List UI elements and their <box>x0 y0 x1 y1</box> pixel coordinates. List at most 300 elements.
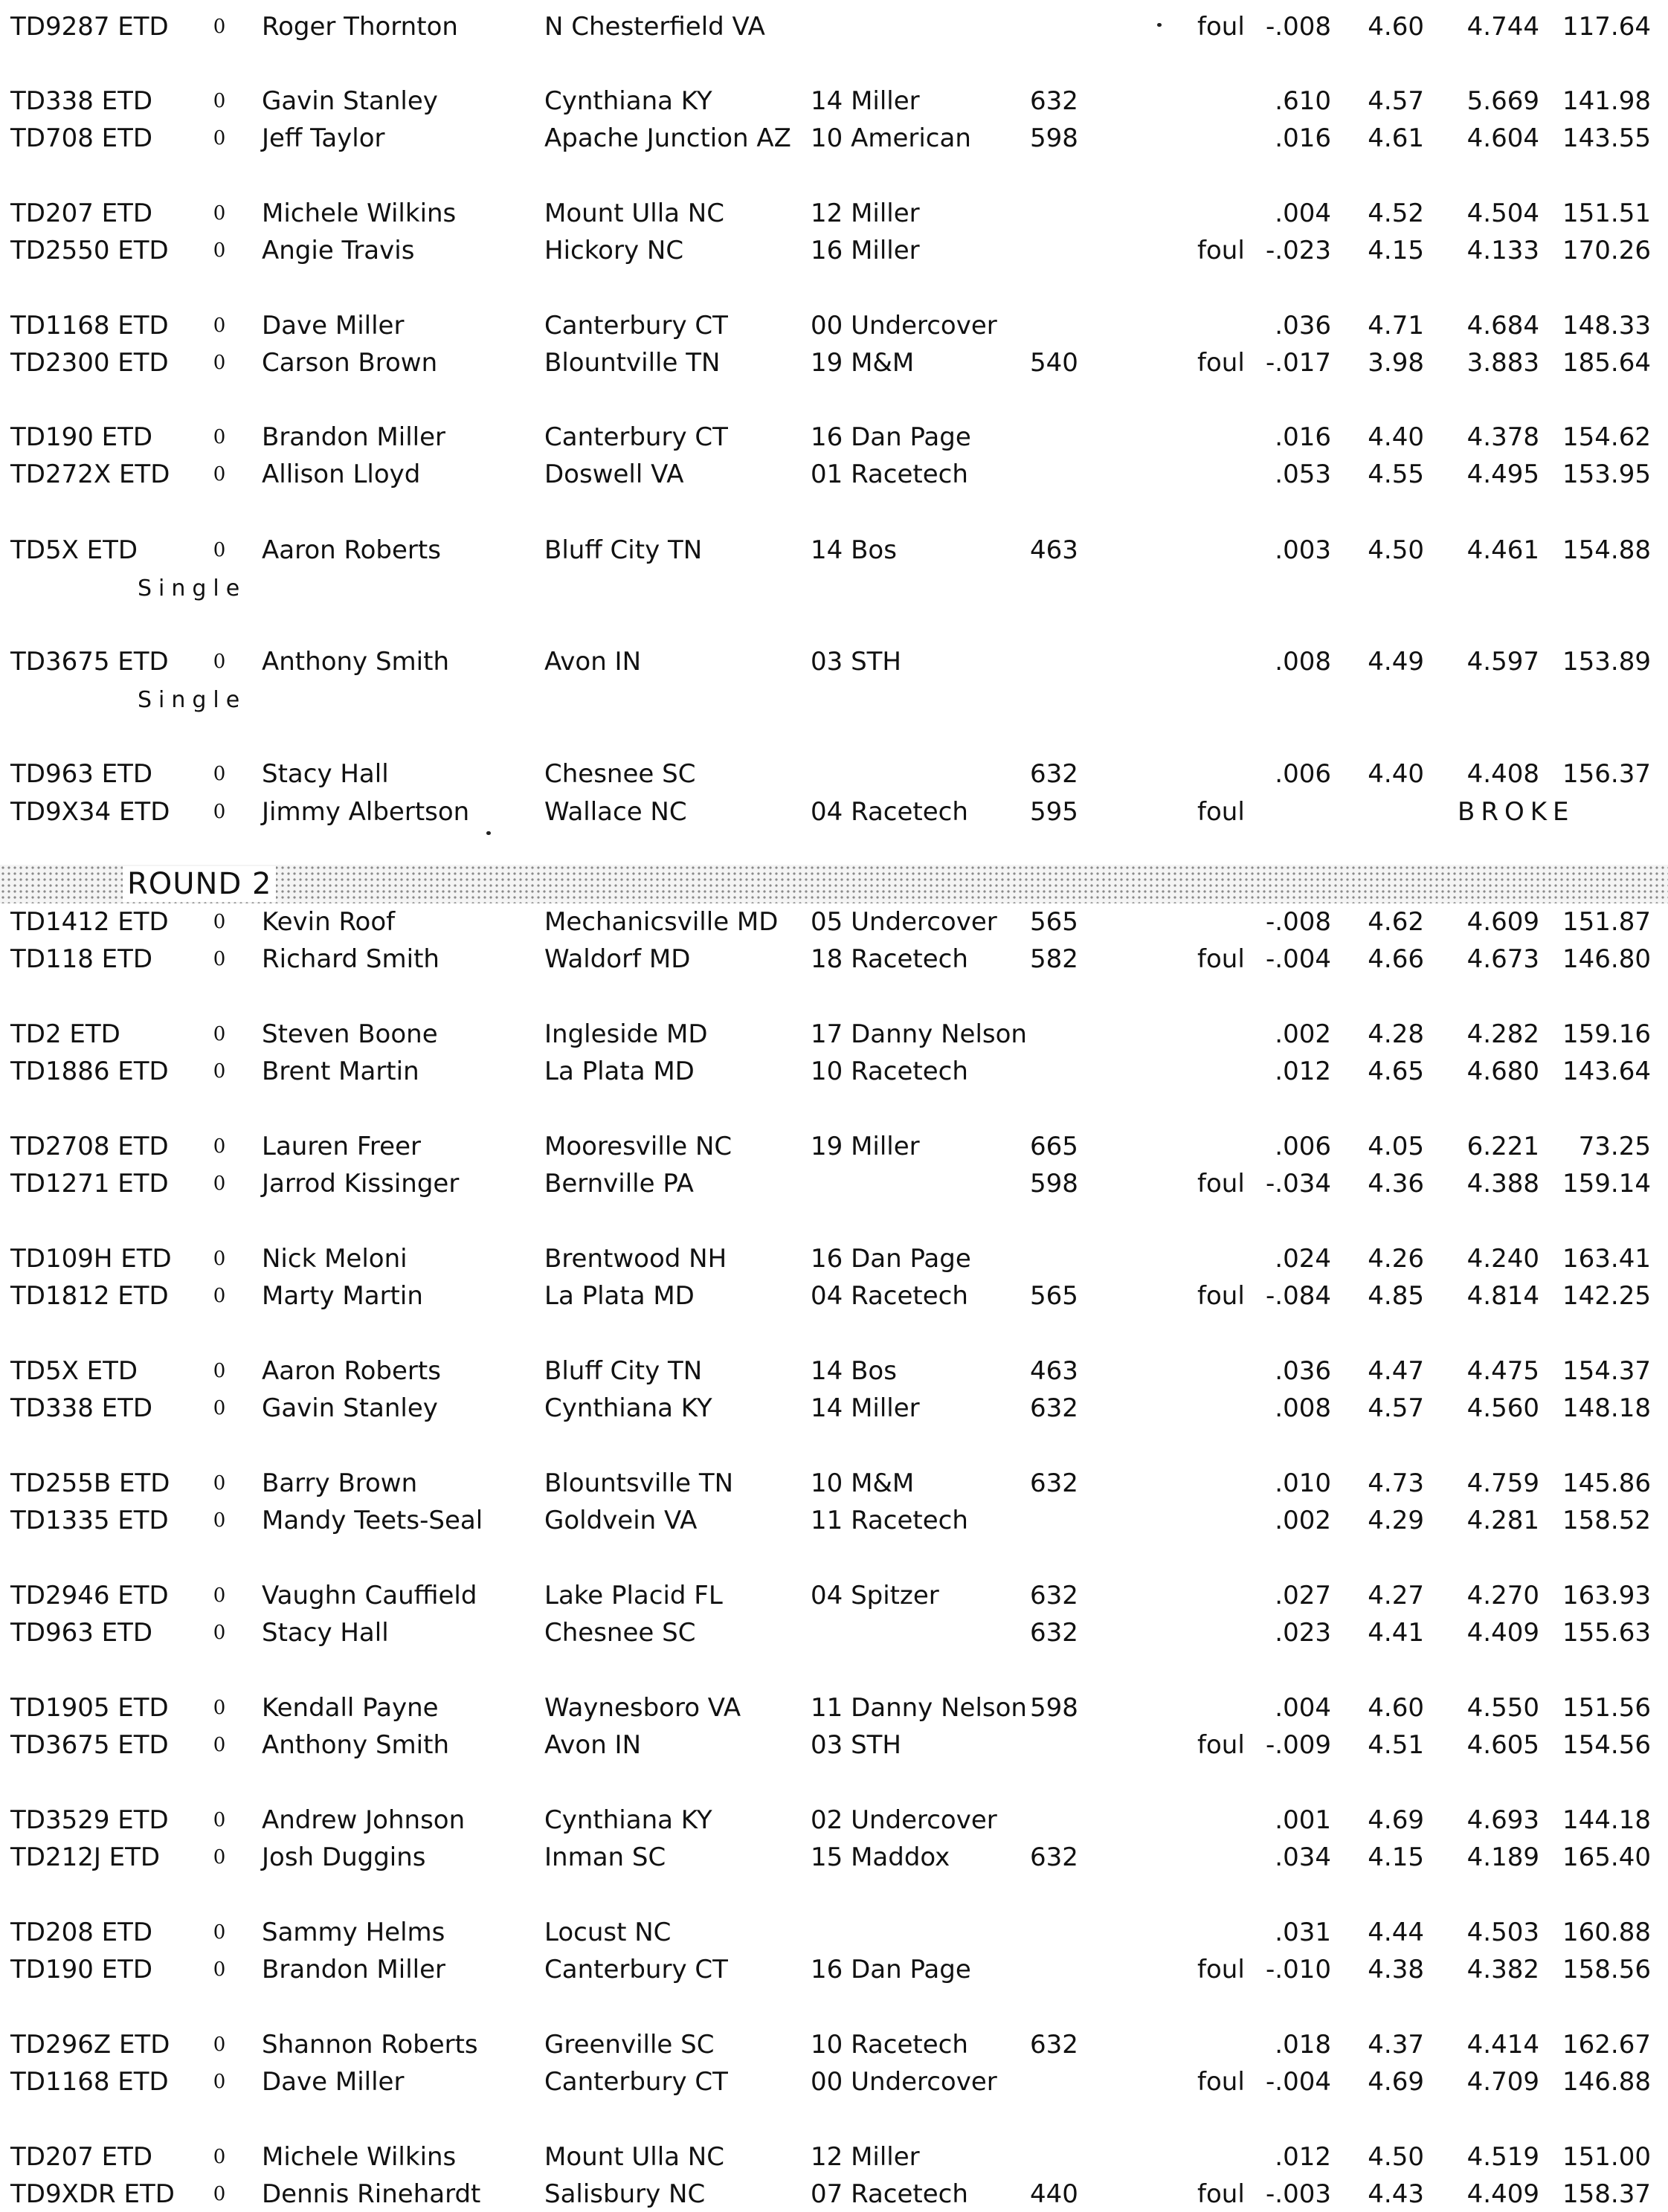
foul-flag <box>1197 756 1249 792</box>
hometown: Apache Junction AZ <box>544 123 791 153</box>
round-2-header <box>0 865 1668 903</box>
hometown: Canterbury CT <box>544 2067 728 2097</box>
lane-zero: 0 <box>213 801 226 823</box>
car-number: TD207 ETD <box>10 2142 153 2172</box>
engine-number: 540 <box>1030 348 1078 378</box>
driver-name: Angie Travis <box>262 236 415 265</box>
engine-number: 463 <box>1030 1356 1078 1386</box>
driver-name: Aaron Roberts <box>262 535 441 565</box>
hometown: N Chesterfield VA <box>544 12 765 42</box>
foul-flag <box>1197 457 1249 492</box>
car-number: TD2946 ETD <box>10 1581 169 1610</box>
engine-number <box>1030 2064 1112 2100</box>
foul-flag <box>1197 1839 1249 1875</box>
chassis <box>811 9 1026 45</box>
reaction-time: .001 <box>1275 1805 1331 1835</box>
speed-mph: 156.37 <box>1562 759 1651 789</box>
speed-mph: 151.51 <box>1562 199 1651 228</box>
result-row <box>0 345 1668 381</box>
engine-number: 463 <box>1030 535 1078 565</box>
dial-in: 4.37 <box>1368 2030 1424 2060</box>
chassis: 11 Racetech <box>811 1506 968 1535</box>
reaction-time: .002 <box>1275 1019 1331 1049</box>
dial-in: 4.47 <box>1368 1356 1424 1386</box>
speed-mph: 163.41 <box>1562 1244 1651 1274</box>
driver-name: Michele Wilkins <box>262 199 457 228</box>
reaction-time: .610 <box>1275 86 1331 116</box>
car-number: TD296Z ETD <box>10 2030 170 2060</box>
dial-in: 4.51 <box>1368 1730 1424 1760</box>
reaction-time: -.008 <box>1266 12 1331 42</box>
foul-flag: foul <box>1197 1730 1245 1760</box>
chassis <box>811 1615 1026 1651</box>
lane-zero: 0 <box>213 127 226 149</box>
dial-in: 4.69 <box>1368 1805 1424 1835</box>
chassis: 19 Miller <box>811 1132 920 1161</box>
elapsed-time: 6.221 <box>1466 1132 1539 1161</box>
foul-flag <box>1197 1241 1249 1277</box>
dial-in: 4.71 <box>1368 311 1424 341</box>
speed-mph: 73.25 <box>1578 1132 1651 1161</box>
engine-number: 632 <box>1030 1618 1078 1648</box>
reaction-time: .008 <box>1275 1393 1331 1423</box>
car-number: TD1412 ETD <box>10 907 169 937</box>
elapsed-time: 4.604 <box>1466 123 1539 153</box>
driver-name: Michele Wilkins <box>262 2142 457 2172</box>
result-row <box>0 1802 1668 1838</box>
speed-mph: 153.95 <box>1562 460 1651 489</box>
single-run-label: Single <box>138 687 247 713</box>
result-row <box>0 1054 1668 1089</box>
elapsed-time: 4.503 <box>1466 1918 1539 1947</box>
reaction-time: .016 <box>1275 123 1331 153</box>
car-number: TD2708 ETD <box>10 1132 169 1161</box>
dial-in: 4.41 <box>1368 1618 1424 1648</box>
hometown: Canterbury CT <box>544 1955 728 1984</box>
hometown: Canterbury CT <box>544 311 728 341</box>
dial-in: 4.60 <box>1368 12 1424 42</box>
reaction-time: -.004 <box>1266 2067 1331 2097</box>
hometown: Chesnee SC <box>544 1618 696 1648</box>
reaction-time: .023 <box>1275 1618 1331 1648</box>
speed-mph: 155.63 <box>1562 1618 1651 1648</box>
chassis: 04 Spitzer <box>811 1581 939 1610</box>
dial-in: 4.57 <box>1368 1393 1424 1423</box>
lane-zero: 0 <box>213 2071 226 2093</box>
hometown: Cynthiana KY <box>544 86 712 116</box>
car-number: TD109H ETD <box>10 1244 172 1274</box>
reaction-time: .036 <box>1275 1356 1331 1386</box>
reaction-time: -.009 <box>1266 1730 1331 1760</box>
elapsed-time: 4.240 <box>1466 1244 1539 1274</box>
driver-name: Andrew Johnson <box>262 1805 466 1835</box>
elapsed-time: 4.133 <box>1466 236 1539 265</box>
reaction-time: .034 <box>1275 1842 1331 1872</box>
speed-mph: 154.62 <box>1562 422 1651 452</box>
car-number: TD1905 ETD <box>10 1693 169 1723</box>
foul-flag: foul <box>1197 348 1245 378</box>
driver-name: Brent Martin <box>262 1057 419 1086</box>
car-number: TD1271 ETD <box>10 1169 169 1199</box>
lane-zero: 0 <box>213 2146 226 2168</box>
round-2-title: ROUND 2 <box>123 866 276 902</box>
engine-number: 632 <box>1030 1468 1078 1498</box>
foul-flag <box>1197 1054 1249 1089</box>
foul-flag <box>1197 1353 1249 1389</box>
car-number: TD2300 ETD <box>10 348 169 378</box>
car-number: TD1168 ETD <box>10 2067 169 2097</box>
hometown: Locust NC <box>544 1918 672 1947</box>
chassis: 07 Racetech <box>811 2179 968 2209</box>
reaction-time: .003 <box>1275 535 1331 565</box>
lane-zero: 0 <box>213 1622 226 1644</box>
speed-mph: 143.55 <box>1562 123 1651 153</box>
result-row <box>0 233 1668 268</box>
speed-mph: 162.67 <box>1562 2030 1651 2060</box>
lane-zero: 0 <box>213 1921 226 1944</box>
hometown: Mechanicsville MD <box>544 907 779 937</box>
engine-number: 565 <box>1030 907 1078 937</box>
foul-flag <box>1197 532 1249 568</box>
dial-in: 4.65 <box>1368 1057 1424 1086</box>
car-number: TD272X ETD <box>10 460 170 489</box>
foul-flag <box>1197 1915 1249 1950</box>
elapsed-time: 3.883 <box>1466 348 1539 378</box>
engine-number <box>1030 457 1112 492</box>
chassis: 15 Maddox <box>811 1842 950 1872</box>
speed-mph: 117.64 <box>1562 12 1651 42</box>
engine-number: 565 <box>1030 1281 1078 1311</box>
dial-in: 4.60 <box>1368 1693 1424 1723</box>
chassis <box>811 756 1026 792</box>
driver-name: Kevin Roof <box>262 907 396 937</box>
foul-flag <box>1197 196 1249 231</box>
speed-mph: 146.80 <box>1562 944 1651 974</box>
foul-flag <box>1197 1802 1249 1838</box>
foul-flag <box>1197 419 1249 455</box>
car-number: TD1886 ETD <box>10 1057 169 1086</box>
car-number: TD3675 ETD <box>10 1730 169 1760</box>
driver-name: Stacy Hall <box>262 1618 389 1648</box>
hometown: Blountsville TN <box>544 1468 734 1498</box>
result-row <box>0 1915 1668 1950</box>
lane-zero: 0 <box>213 1397 226 1419</box>
reaction-time: .012 <box>1275 2142 1331 2172</box>
elapsed-time: 5.669 <box>1466 86 1539 116</box>
result-row <box>0 941 1668 977</box>
lane-zero: 0 <box>213 426 226 448</box>
speed-mph: 170.26 <box>1562 236 1651 265</box>
driver-name: Richard Smith <box>262 944 439 974</box>
driver-name: Steven Boone <box>262 1019 438 1049</box>
speed-mph: 148.33 <box>1562 311 1651 341</box>
elapsed-time: 4.378 <box>1466 422 1539 452</box>
chassis: 14 Bos <box>811 535 897 565</box>
lane-zero: 0 <box>213 90 226 112</box>
engine-number <box>1030 1802 1112 1838</box>
reaction-time: .016 <box>1275 422 1331 452</box>
elapsed-time: 4.673 <box>1466 944 1539 974</box>
speed-mph: 165.40 <box>1562 1842 1651 1872</box>
result-row <box>0 1727 1668 1763</box>
engine-number <box>1030 1241 1112 1277</box>
lane-zero: 0 <box>213 1060 226 1083</box>
driver-name: Barry Brown <box>262 1468 418 1498</box>
elapsed-time: 4.461 <box>1466 535 1539 565</box>
dial-in: 4.52 <box>1368 199 1424 228</box>
chassis: 10 American <box>811 123 971 153</box>
result-row <box>0 1129 1668 1164</box>
hometown: Mooresville NC <box>544 1132 732 1161</box>
reaction-time: .006 <box>1275 1132 1331 1161</box>
dial-in: 3.98 <box>1368 348 1424 378</box>
car-number: TD5X ETD <box>10 535 138 565</box>
foul-flag <box>1197 1016 1249 1052</box>
reaction-time: -.004 <box>1266 944 1331 974</box>
result-row <box>0 196 1668 231</box>
chassis: 12 Miller <box>811 199 920 228</box>
foul-flag <box>1197 83 1249 119</box>
chassis: 14 Miller <box>811 1393 920 1423</box>
result-row <box>0 756 1668 792</box>
car-number: TD208 ETD <box>10 1918 153 1947</box>
driver-name: Marty Martin <box>262 1281 423 1311</box>
engine-number <box>1030 1054 1112 1089</box>
elapsed-time: 4.605 <box>1466 1730 1539 1760</box>
hometown: Bluff City TN <box>544 1356 703 1386</box>
hometown: Cynthiana KY <box>544 1393 712 1423</box>
lane-zero: 0 <box>213 1135 226 1158</box>
car-number: TD190 ETD <box>10 1955 153 1984</box>
car-number: TD118 ETD <box>10 944 153 974</box>
lane-zero: 0 <box>213 1285 226 1307</box>
car-number: TD212J ETD <box>10 1842 161 1872</box>
car-number: TD2 ETD <box>10 1019 120 1049</box>
engine-number <box>1030 1016 1112 1052</box>
speed-mph: 185.64 <box>1562 348 1651 378</box>
chassis: 16 Miller <box>811 236 920 265</box>
chassis <box>811 1166 1026 1202</box>
foul-flag <box>1197 904 1249 940</box>
hometown: Lake Placid FL <box>544 1581 723 1610</box>
dial-in: 4.26 <box>1368 1244 1424 1274</box>
dial-in: 4.50 <box>1368 2142 1424 2172</box>
lane-zero: 0 <box>213 1697 226 1719</box>
engine-number <box>1030 308 1112 344</box>
chassis: 16 Dan Page <box>811 1244 971 1274</box>
hometown: Chesnee SC <box>544 759 696 789</box>
elapsed-time: 4.414 <box>1466 2030 1539 2060</box>
lane-zero: 0 <box>213 2034 226 2056</box>
hometown: Bluff City TN <box>544 535 703 565</box>
lane-zero: 0 <box>213 1734 226 1756</box>
reaction-time: -.017 <box>1266 348 1331 378</box>
result-row <box>0 308 1668 344</box>
reaction-time: .008 <box>1275 647 1331 677</box>
speed-mph: 159.14 <box>1562 1169 1651 1199</box>
car-number: TD1168 ETD <box>10 311 169 341</box>
engine-number <box>1030 196 1112 231</box>
chassis: 18 Racetech <box>811 944 968 974</box>
result-row <box>0 644 1668 680</box>
reaction-time: .036 <box>1275 311 1331 341</box>
chassis: 14 Miller <box>811 86 920 116</box>
dial-in: 4.73 <box>1368 1468 1424 1498</box>
speed-mph: 159.16 <box>1562 1019 1651 1049</box>
speed-mph: 151.00 <box>1562 2142 1651 2172</box>
speed-mph: 142.25 <box>1562 1281 1651 1311</box>
hometown: Ingleside MD <box>544 1019 708 1049</box>
chassis: 04 Racetech <box>811 1281 968 1311</box>
speed-mph: 163.93 <box>1562 1581 1651 1610</box>
driver-name: Allison Lloyd <box>262 460 421 489</box>
chassis: 12 Miller <box>811 2142 920 2172</box>
lane-zero: 0 <box>213 1360 226 1382</box>
dial-in: 4.40 <box>1368 422 1424 452</box>
driver-name: Carson Brown <box>262 348 438 378</box>
driver-name: Jeff Taylor <box>262 123 385 153</box>
speed-mph: 154.56 <box>1562 1730 1651 1760</box>
result-row <box>0 1578 1668 1613</box>
dial-in: 4.15 <box>1368 236 1424 265</box>
dial-in: 4.69 <box>1368 2067 1424 2097</box>
dial-in: 4.29 <box>1368 1506 1424 1535</box>
result-note: BROKE <box>1458 797 1575 827</box>
driver-name: Mandy Teets-Seal <box>262 1506 483 1535</box>
engine-number: 582 <box>1030 944 1078 974</box>
chassis: 14 Bos <box>811 1356 897 1386</box>
speed-mph: 143.64 <box>1562 1057 1651 1086</box>
elapsed-time: 4.550 <box>1466 1693 1539 1723</box>
driver-name: Jarrod Kissinger <box>262 1169 460 1199</box>
foul-flag <box>1197 2027 1249 2063</box>
hometown: Wallace NC <box>544 797 687 827</box>
dial-in: 4.43 <box>1368 2179 1424 2209</box>
elapsed-time: 4.409 <box>1466 1618 1539 1648</box>
foul-flag <box>1197 1690 1249 1726</box>
lane-zero: 0 <box>213 1023 226 1045</box>
driver-name: Dennis Rinehardt <box>262 2179 481 2209</box>
foul-flag <box>1197 1390 1249 1426</box>
hometown: Hickory NC <box>544 236 684 265</box>
car-number: TD9XDR ETD <box>10 2179 175 2209</box>
driver-name: Nick Meloni <box>262 1244 408 1274</box>
car-number: TD1812 ETD <box>10 1281 169 1311</box>
driver-name: Josh Duggins <box>262 1842 426 1872</box>
driver-name: Anthony Smith <box>262 647 449 677</box>
lane-zero: 0 <box>213 911 226 933</box>
reaction-time: .006 <box>1275 759 1331 789</box>
elapsed-time: 4.814 <box>1466 1281 1539 1311</box>
hometown: Mount Ulla NC <box>544 199 724 228</box>
speed-mph: 158.52 <box>1562 1506 1651 1535</box>
result-row <box>0 1241 1668 1277</box>
speed-mph: 154.37 <box>1562 1356 1651 1386</box>
foul-flag: foul <box>1197 236 1245 265</box>
driver-name: Brandon Miller <box>262 422 445 452</box>
result-row <box>0 1166 1668 1202</box>
engine-number <box>1030 1503 1112 1538</box>
lane-zero: 0 <box>213 651 226 673</box>
chassis: 03 STH <box>811 1730 901 1760</box>
elapsed-time: 4.281 <box>1466 1506 1539 1535</box>
engine-number: 632 <box>1030 1581 1078 1610</box>
dial-in: 4.38 <box>1368 1955 1424 1984</box>
foul-flag <box>1197 1465 1249 1501</box>
hometown: Blountville TN <box>544 348 721 378</box>
dial-in <box>1350 794 1424 830</box>
car-number: TD9X34 ETD <box>10 797 170 827</box>
driver-name: Gavin Stanley <box>262 1393 438 1423</box>
result-row <box>0 1353 1668 1389</box>
car-number: TD338 ETD <box>10 86 153 116</box>
foul-flag <box>1197 644 1249 680</box>
foul-flag: foul <box>1197 797 1245 827</box>
foul-flag: foul <box>1197 12 1245 42</box>
engine-number: 598 <box>1030 123 1078 153</box>
chassis: 01 Racetech <box>811 460 968 489</box>
elapsed-time: 4.504 <box>1466 199 1539 228</box>
reaction-time: .053 <box>1275 460 1331 489</box>
car-number: TD963 ETD <box>10 759 153 789</box>
engine-number <box>1030 644 1112 680</box>
hometown: Waynesboro VA <box>544 1693 741 1723</box>
engine-number: 632 <box>1030 759 1078 789</box>
result-row <box>0 419 1668 455</box>
speed-mph: 158.37 <box>1562 2179 1651 2209</box>
print-speck <box>1157 23 1162 27</box>
reaction-time: -.023 <box>1266 236 1331 265</box>
car-number: TD9287 ETD <box>10 12 169 42</box>
reaction-time: .004 <box>1275 199 1331 228</box>
result-row <box>0 1465 1668 1501</box>
chassis: 00 Undercover <box>811 2067 997 2097</box>
result-row <box>0 2176 1668 2212</box>
engine-number <box>1030 233 1112 268</box>
reaction-time: -.010 <box>1266 1955 1331 1984</box>
chassis: 19 M&M <box>811 348 915 378</box>
lane-zero: 0 <box>213 1173 226 1195</box>
elapsed-time: 4.680 <box>1466 1057 1539 1086</box>
lane-zero: 0 <box>213 763 226 785</box>
elapsed-time: 4.560 <box>1466 1393 1539 1423</box>
car-number: TD3529 ETD <box>10 1805 169 1835</box>
elapsed-time: 4.609 <box>1466 907 1539 937</box>
driver-name: Gavin Stanley <box>262 86 438 116</box>
hometown: Avon IN <box>544 1730 642 1760</box>
foul-flag: foul <box>1197 1955 1245 1984</box>
foul-flag: foul <box>1197 2179 1245 2209</box>
result-row <box>0 1016 1668 1052</box>
car-number: TD3675 ETD <box>10 647 169 677</box>
chassis: 11 Danny Nelson <box>811 1693 1027 1723</box>
car-number: TD2550 ETD <box>10 236 169 265</box>
dial-in: 4.66 <box>1368 944 1424 974</box>
engine-number: 632 <box>1030 2030 1078 2060</box>
driver-name: Jimmy Albertson <box>262 797 470 827</box>
elapsed-time: 4.408 <box>1466 759 1539 789</box>
engine-number: 595 <box>1030 797 1078 827</box>
lane-zero: 0 <box>213 16 226 38</box>
result-row <box>0 1952 1668 1987</box>
elapsed-time: 4.709 <box>1466 2067 1539 2097</box>
speed-mph: 144.18 <box>1562 1805 1651 1835</box>
chassis: 02 Undercover <box>811 1805 997 1835</box>
hometown: Avon IN <box>544 647 642 677</box>
reaction-time: .018 <box>1275 2030 1331 2060</box>
engine-number: 632 <box>1030 1393 1078 1423</box>
car-number: TD207 ETD <box>10 199 153 228</box>
